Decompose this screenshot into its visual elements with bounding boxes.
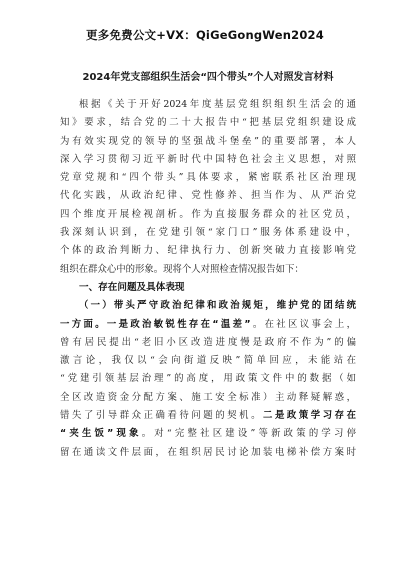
paragraph-line: 留在通读文件层面，在组织居民讨论加装电梯补偿方案时	[60, 446, 356, 458]
inline-text: 错失了引导群众正确看待问题的契机。	[60, 410, 264, 422]
paragraph-line: 知》要求，结合党的二十大报告中“把基层党组织建设成	[60, 117, 356, 129]
paragraph-line: 党章党规和“四个带头”具体要求，紧密联系社区治理现	[60, 172, 356, 184]
paragraph-line: 个体的政治判断力、纪律执行力、创新突破力直接影响党	[60, 245, 356, 257]
paragraph-line	[60, 425, 356, 443]
point-heading: 二是政策学习存在	[263, 410, 356, 422]
point-heading: “夹生饭”现象	[60, 428, 142, 440]
paragraph-line: 我深刻认识到，在党建引领“家门口”服务体系建设中，	[60, 227, 356, 239]
paragraph-line: 组织在群众心中的形象。现将个人对照检查情况报告如下：	[60, 263, 304, 275]
paragraph-line	[60, 316, 356, 334]
inline-text: 。对“完整社区建设”等新政策的学习停	[141, 428, 356, 440]
paragraph-line: 为有效实现党的领导的坚强战斗堡垒”的重要部署，本人	[60, 135, 356, 147]
watermark-text: 更多免费公文+VX：QiGeGongWen2024	[86, 28, 324, 42]
paragraph-line: 代化实践，从政治纪律、党性修养、担当作为、从严治党	[60, 190, 356, 202]
section-heading: 一、存在问题及具体表现	[79, 281, 185, 293]
paragraph-line: 根据《关于开好2024年度基层党组织组织生活会的通	[79, 99, 356, 110]
subsection-heading: （一）带头严守政治纪律和政治规矩，维护党的团结统	[79, 300, 356, 312]
paragraph-line: 四个维度开展检视剖析。作为直接服务群众的社区党员，	[60, 208, 356, 220]
inline-text: 。在社区议事会上，	[250, 318, 356, 330]
paragraph-line: 激言论，我仅以“会向街道反映”简单回应，未能站在	[60, 355, 356, 367]
paragraph-line: 全区改造资金分配方案、施工安全标准）主动释疑解惑，	[60, 391, 356, 403]
paragraph-line	[60, 297, 356, 315]
point-heading: 一方面。一是政治敏锐性存在“温差”	[60, 318, 251, 330]
paragraph-line: “党建引领基层治理”的高度，用政策文件中的数据（如	[60, 373, 356, 385]
paragraph-line	[60, 407, 356, 425]
paragraph-line: 曾有居民提出“老旧小区改造进度慢是政府不作为”的偏	[60, 336, 356, 348]
document-body	[60, 96, 356, 462]
document-title: 2024年党支部组织生活会“四个带头”个人对照发言材料	[82, 72, 334, 83]
paragraph-line: 深入学习贯彻习近平新时代中国特色社会主义思想，对照	[60, 153, 356, 165]
